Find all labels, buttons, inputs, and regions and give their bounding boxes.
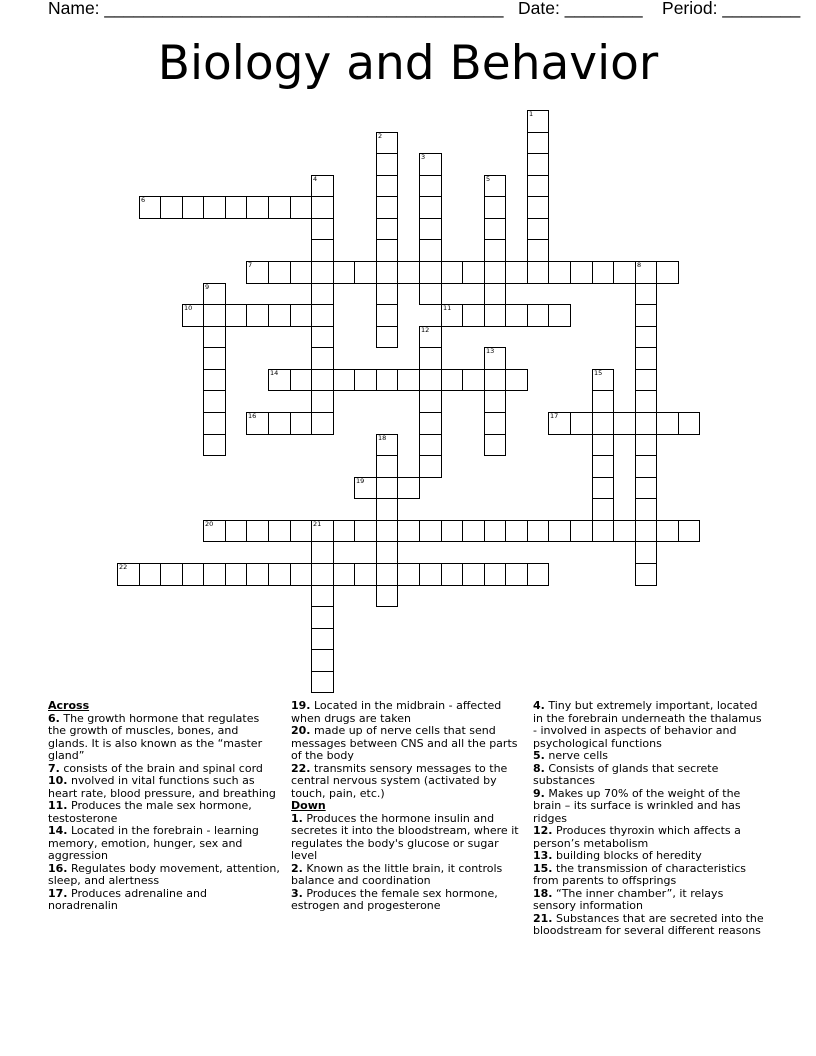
crossword-cell[interactable] — [419, 218, 442, 240]
crossword-cell[interactable] — [376, 563, 398, 586]
clue-num: 15. — [533, 861, 553, 875]
clue-number: 10 — [184, 304, 193, 312]
crossword-cell[interactable] — [246, 563, 269, 586]
clue-text: building blocks of heredity — [556, 849, 702, 862]
crossword-cell[interactable] — [419, 153, 442, 176]
crossword-cell[interactable] — [333, 520, 355, 542]
clue-num: 10. — [48, 774, 68, 787]
crossword-cell[interactable] — [311, 175, 334, 197]
crossword-cell[interactable] — [419, 563, 442, 586]
clue-text: Located in the forebrain - learning memory, emotion, hunger, sex and aggression — [48, 824, 259, 862]
crossword-cell[interactable] — [203, 390, 226, 413]
crossword-cell[interactable] — [462, 520, 485, 542]
crossword-cell[interactable] — [203, 347, 226, 370]
crossword-cell[interactable] — [311, 541, 334, 564]
clue-text: Produces the male sex hormone, testosterone — [48, 799, 252, 825]
clue-item — [48, 888, 280, 913]
crossword-cell[interactable] — [419, 390, 442, 413]
crossword-cell[interactable] — [376, 196, 398, 219]
crossword-cell[interactable] — [635, 326, 657, 348]
clue-num: 20. — [291, 724, 311, 737]
crossword-cell[interactable] — [441, 261, 463, 284]
crossword-cell[interactable] — [484, 412, 506, 435]
crossword-cell[interactable] — [505, 261, 528, 284]
crossword-cell[interactable] — [484, 196, 506, 219]
clue-text: nerve cells — [548, 749, 609, 762]
crossword-cell[interactable] — [290, 369, 312, 391]
crossword-cell[interactable] — [592, 434, 614, 456]
crossword-cell[interactable] — [419, 520, 442, 542]
crossword-cell[interactable] — [290, 563, 312, 586]
crossword-cell[interactable] — [182, 196, 204, 219]
crossword-cell[interactable] — [527, 175, 549, 197]
crossword-cell[interactable] — [376, 304, 398, 327]
clue-num: 13. — [533, 849, 553, 862]
crossword-cell[interactable] — [203, 412, 226, 435]
clue-text: Tiny but extremely important, located in the forebrain underneath the thalamus - involved in aspects of behavior and psychological functions — [533, 699, 762, 750]
crossword-cell[interactable] — [484, 520, 506, 542]
clue-num: 19. — [291, 699, 311, 712]
crossword-cell[interactable] — [613, 520, 636, 542]
clue-number: 17 — [550, 412, 559, 420]
crossword-cell[interactable] — [505, 563, 528, 586]
clue-item — [533, 888, 767, 913]
crossword-cell[interactable] — [570, 520, 593, 542]
crossword-cell[interactable] — [441, 520, 463, 542]
crossword-cell[interactable] — [484, 218, 506, 240]
crossword-cell[interactable] — [592, 261, 614, 284]
crossword-cell[interactable] — [656, 520, 679, 542]
clue-item — [48, 800, 280, 825]
clue-item — [533, 863, 767, 888]
crossword-cell[interactable] — [592, 477, 614, 499]
crossword-cell[interactable] — [203, 520, 226, 542]
crossword-cell[interactable] — [419, 239, 442, 262]
crossword-cell[interactable] — [441, 369, 463, 391]
crossword-cell[interactable] — [462, 304, 485, 327]
clues-column-1 — [48, 700, 280, 913]
crossword-cell[interactable] — [311, 283, 334, 305]
clue-text: made up of nerve cells that send messages between CNS and all the parts of the body — [291, 724, 518, 762]
name-date-period-line: Name: _________________________________________ Date: ________ Period: ________ — [48, 0, 801, 18]
clue-number: 12 — [421, 326, 430, 334]
crossword-cell[interactable] — [311, 218, 334, 240]
clue-num: 12. — [533, 824, 553, 837]
crossword-cell[interactable] — [505, 520, 528, 542]
clue-text: Produces the hormone insulin and secretes it into the bloodstream, where it regulates the body's glucose or sugar level — [291, 811, 519, 862]
crossword-cell[interactable] — [203, 369, 226, 391]
clue-number: 15 — [594, 369, 603, 377]
clue-item — [48, 863, 280, 888]
clue-number: 19 — [356, 477, 365, 485]
crossword-cell[interactable] — [656, 412, 679, 435]
crossword-cell[interactable] — [376, 218, 398, 240]
clue-item — [533, 763, 767, 788]
crossword-cell[interactable] — [635, 412, 657, 435]
crossword-cell[interactable] — [311, 261, 334, 284]
crossword-cell[interactable] — [419, 412, 442, 435]
clue-number: 22 — [119, 563, 128, 571]
crossword-cell[interactable] — [203, 283, 226, 305]
crossword-cell[interactable] — [268, 412, 291, 435]
crossword-cell[interactable] — [225, 563, 247, 586]
crossword-cell[interactable] — [139, 563, 161, 586]
clue-text: The growth hormone that regulates the growth of muscles, bones, and glands. It is also known as the “master gland” — [48, 711, 263, 762]
page-title: Biology and Behavior — [157, 36, 659, 91]
crossword-cell[interactable] — [419, 347, 442, 370]
clue-item — [533, 700, 767, 750]
crossword-cell[interactable] — [311, 628, 334, 650]
crossword-cell[interactable] — [527, 110, 549, 133]
crossword-cell[interactable] — [527, 304, 549, 327]
crossword-cell[interactable] — [635, 455, 657, 478]
crossword-cell[interactable] — [246, 520, 269, 542]
crossword-cell[interactable] — [592, 390, 614, 413]
clue-number: 7 — [248, 261, 253, 269]
crossword-cell[interactable] — [419, 434, 442, 456]
clue-item — [48, 825, 280, 863]
clue-number: 2 — [378, 132, 383, 140]
crossword-cell[interactable] — [203, 563, 226, 586]
crossword-cell[interactable] — [592, 412, 614, 435]
clue-text: transmits sensory messages to the central nervous system (activated by touch, pain, etc.) — [291, 761, 508, 800]
crossword-cell[interactable] — [354, 563, 377, 586]
clue-number: 20 — [205, 520, 214, 528]
crossword-cell[interactable] — [376, 261, 398, 284]
crossword-cell[interactable] — [484, 369, 506, 391]
crossword-cell[interactable] — [462, 369, 485, 391]
clue-num: 22. — [291, 761, 311, 775]
clue-item — [291, 725, 523, 763]
crossword-cell[interactable] — [311, 326, 334, 348]
crossword-cell[interactable] — [527, 153, 549, 176]
clue-item — [533, 913, 767, 938]
crossword-cell[interactable] — [635, 369, 657, 391]
clue-num: 8. — [533, 761, 545, 775]
clue-num: 6. — [48, 711, 60, 725]
crossword-cell[interactable] — [635, 541, 657, 564]
crossword-cell[interactable] — [548, 520, 571, 542]
clue-num: 11. — [48, 799, 68, 812]
clue-number: 14 — [270, 369, 279, 377]
clue-num: 14. — [48, 824, 68, 837]
crossword-cell[interactable] — [268, 304, 291, 327]
clue-item — [48, 775, 280, 800]
clue-number: 18 — [378, 434, 387, 442]
crossword-cell[interactable] — [225, 196, 247, 219]
clue-text: Consists of glands that secrete substances — [533, 761, 719, 787]
crossword-cell[interactable] — [635, 390, 657, 413]
clue-number: 3 — [421, 153, 426, 161]
crossword-cell[interactable] — [397, 520, 420, 542]
crossword-cell[interactable] — [311, 239, 334, 262]
crossword-cell[interactable] — [376, 434, 398, 456]
crossword-cell[interactable] — [333, 369, 355, 391]
crossword-cell[interactable] — [376, 585, 398, 607]
clue-item — [291, 863, 523, 888]
crossword-cell[interactable] — [484, 261, 506, 284]
crossword-cell[interactable] — [246, 412, 269, 435]
clues-column-3 — [533, 700, 767, 938]
clue-num: 3. — [291, 886, 303, 900]
crossword-cell[interactable] — [635, 434, 657, 456]
crossword-cell[interactable] — [268, 196, 291, 219]
crossword-cell[interactable] — [548, 412, 571, 435]
crossword-cell[interactable] — [678, 412, 700, 435]
crossword-cell[interactable] — [656, 261, 679, 284]
crossword-cell[interactable] — [484, 304, 506, 327]
clue-text: Regulates body movement, attention, sleep, and alertness — [48, 861, 280, 887]
clue-heading: Down — [291, 799, 326, 812]
crossword-cell[interactable] — [376, 477, 398, 499]
crossword-cell[interactable] — [635, 347, 657, 370]
clue-text: Substances that are secreted into the bloodstream for several different reasons — [533, 911, 764, 937]
crossword-cell[interactable] — [225, 304, 247, 327]
clue-number: 9 — [205, 283, 210, 291]
clue-text: Produces the female sex hormone, estrogen and progesterone — [291, 886, 498, 912]
crossword-cell[interactable] — [570, 261, 593, 284]
crossword-cell[interactable] — [613, 412, 636, 435]
clue-number: 13 — [486, 347, 495, 355]
crossword-cell[interactable] — [484, 434, 506, 456]
crossword-cell[interactable] — [203, 434, 226, 456]
crossword-cell[interactable] — [311, 390, 334, 413]
clue-num: 16. — [48, 861, 68, 875]
crossword-cell[interactable] — [527, 520, 549, 542]
crossword-cell[interactable] — [354, 520, 377, 542]
crossword-cell[interactable] — [505, 369, 528, 391]
crossword-cell[interactable] — [290, 304, 312, 327]
crossword-cell[interactable] — [311, 196, 334, 219]
clue-num: 2. — [291, 861, 303, 875]
crossword-cell[interactable] — [311, 649, 334, 672]
crossword-cell[interactable] — [311, 347, 334, 370]
crossword-cell[interactable] — [635, 563, 657, 586]
crossword-cell[interactable] — [592, 520, 614, 542]
clue-number: 16 — [248, 412, 257, 420]
crossword-cell[interactable] — [376, 455, 398, 478]
crossword-cell[interactable] — [484, 563, 506, 586]
crossword-cell[interactable] — [441, 563, 463, 586]
clue-num: 7. — [48, 761, 60, 775]
crossword-cell[interactable] — [311, 563, 334, 586]
clue-text: Makes up 70% of the weight of the brain – its surface is wrinkled and has ridges — [533, 786, 741, 825]
crossword-cell[interactable] — [635, 477, 657, 499]
crossword-cell[interactable] — [290, 412, 312, 435]
crossword-cell[interactable] — [484, 347, 506, 370]
crossword-cell[interactable] — [397, 261, 420, 284]
crossword-cell[interactable] — [246, 261, 269, 284]
crossword-cell[interactable] — [203, 196, 226, 219]
crossword-cell[interactable] — [268, 261, 291, 284]
crossword-cell[interactable] — [419, 369, 442, 391]
crossword-cell[interactable] — [333, 563, 355, 586]
crossword-cell[interactable] — [311, 369, 334, 391]
crossword-cell[interactable] — [354, 477, 377, 499]
crossword-cell[interactable] — [397, 563, 420, 586]
crossword-cell[interactable] — [311, 606, 334, 629]
crossword-cell[interactable] — [376, 520, 398, 542]
clue-number: 11 — [443, 304, 452, 312]
crossword-cell[interactable] — [333, 261, 355, 284]
clue-num: 18. — [533, 886, 553, 900]
crossword-cell[interactable] — [290, 520, 312, 542]
crossword-cell[interactable] — [225, 520, 247, 542]
crossword-cell[interactable] — [246, 304, 269, 327]
crossword-cell[interactable] — [376, 283, 398, 305]
crossword-cell[interactable] — [354, 369, 377, 391]
clue-num: 9. — [533, 786, 545, 800]
crossword-cell[interactable] — [376, 175, 398, 197]
clue-item — [533, 788, 767, 826]
clue-number: 5 — [486, 175, 491, 183]
crossword-cell[interactable] — [441, 304, 463, 327]
clue-item — [291, 888, 523, 913]
crossword-cell[interactable] — [268, 369, 291, 391]
crossword-cell[interactable] — [678, 520, 700, 542]
crossword-cell[interactable] — [139, 196, 161, 219]
clue-num: 4. — [533, 699, 545, 712]
clue-number: 1 — [529, 110, 534, 118]
crossword-cell[interactable] — [527, 563, 549, 586]
clue-text: the transmission of characteristics from parents to offsprings — [533, 861, 747, 887]
crossword-cell[interactable] — [570, 412, 593, 435]
crossword-cell[interactable] — [376, 132, 398, 154]
crossword-cell[interactable] — [527, 132, 549, 154]
crossword-cell[interactable] — [462, 261, 485, 284]
crossword-cell[interactable] — [505, 304, 528, 327]
crossword-cell[interactable] — [268, 520, 291, 542]
crossword-cell[interactable] — [419, 326, 442, 348]
crossword-cell[interactable] — [592, 498, 614, 521]
crossword-cell[interactable] — [527, 196, 549, 219]
clue-heading: Across — [48, 699, 90, 712]
crossword-cell[interactable] — [527, 239, 549, 262]
crossword-cell[interactable] — [311, 304, 334, 327]
crossword-cell[interactable] — [419, 175, 442, 197]
clue-text: “The inner chamber”, it relays sensory information — [533, 886, 724, 912]
crossword-cell[interactable] — [311, 412, 334, 435]
clue-num: 17. — [48, 886, 68, 900]
crossword-cell[interactable] — [376, 326, 398, 348]
crossword-cell[interactable] — [419, 455, 442, 478]
crossword-cell[interactable] — [376, 369, 398, 391]
crossword-cell[interactable] — [182, 304, 204, 327]
crossword-cell[interactable] — [182, 563, 204, 586]
crossword-cell[interactable] — [484, 175, 506, 197]
crossword-cell[interactable] — [527, 261, 549, 284]
clue-text: Produces adrenaline and noradrenalin — [48, 886, 207, 912]
crossword-cell[interactable] — [376, 153, 398, 176]
clue-item — [533, 825, 767, 850]
crossword-cell[interactable] — [376, 239, 398, 262]
crossword-cell[interactable] — [354, 261, 377, 284]
crossword-cell[interactable] — [592, 455, 614, 478]
crossword-cell[interactable] — [160, 196, 183, 219]
crossword-cell[interactable] — [117, 563, 140, 586]
crossword-cell[interactable] — [160, 563, 183, 586]
clue-item — [291, 700, 523, 725]
crossword-cell[interactable] — [635, 283, 657, 305]
clues-column-2 — [291, 700, 523, 913]
clue-item — [48, 713, 280, 763]
crossword-cell[interactable] — [484, 239, 506, 262]
crossword-cell[interactable] — [419, 196, 442, 219]
crossword-cell[interactable] — [203, 304, 226, 327]
crossword-cell[interactable] — [290, 196, 312, 219]
crossword-cell[interactable] — [613, 261, 636, 284]
crossword-cell[interactable] — [397, 369, 420, 391]
crossword-cell[interactable] — [376, 541, 398, 564]
clue-number: 21 — [313, 520, 322, 528]
crossword-cell[interactable] — [635, 520, 657, 542]
crossword-cell[interactable] — [635, 304, 657, 327]
crossword-cell[interactable] — [484, 283, 506, 305]
clue-num: 1. — [291, 811, 303, 825]
crossword-cell[interactable] — [548, 304, 571, 327]
crossword-cell[interactable] — [548, 261, 571, 284]
crossword-cell[interactable] — [311, 585, 334, 607]
crossword-cell[interactable] — [419, 261, 442, 284]
crossword-cell[interactable] — [268, 563, 291, 586]
clue-item — [291, 813, 523, 863]
crossword-cell[interactable] — [635, 261, 657, 284]
crossword-cell[interactable] — [203, 326, 226, 348]
clue-text: nvolved in vital functions such as heart rate, blood pressure, and breathing — [48, 774, 276, 800]
crossword-cell[interactable] — [290, 261, 312, 284]
clue-item — [291, 763, 523, 801]
crossword-cell[interactable] — [527, 218, 549, 240]
crossword-cell[interactable] — [311, 671, 334, 693]
crossword-cell[interactable] — [311, 520, 334, 542]
crossword-cell[interactable] — [484, 390, 506, 413]
clue-num: 21. — [533, 911, 553, 925]
crossword-cell[interactable] — [246, 196, 269, 219]
clue-text: Known as the little brain, it controls balance and coordination — [291, 861, 503, 887]
clue-text: Located in the midbrain - affected when drugs are taken — [291, 699, 502, 725]
crossword-cell[interactable] — [419, 283, 442, 305]
clue-text: consists of the brain and spinal cord — [63, 761, 263, 775]
clue-num: 5. — [533, 749, 545, 762]
clue-number: 4 — [313, 175, 318, 183]
crossword-cell[interactable] — [462, 563, 485, 586]
crossword-cell[interactable] — [635, 498, 657, 521]
clue-number: 6 — [141, 196, 146, 204]
crossword-cell[interactable] — [376, 498, 398, 521]
crossword-cell[interactable] — [397, 477, 420, 499]
crossword-cell[interactable] — [592, 369, 614, 391]
clue-text: Produces thyroxin which affects a person’s metabolism — [533, 824, 741, 850]
clue-number: 8 — [637, 261, 642, 269]
